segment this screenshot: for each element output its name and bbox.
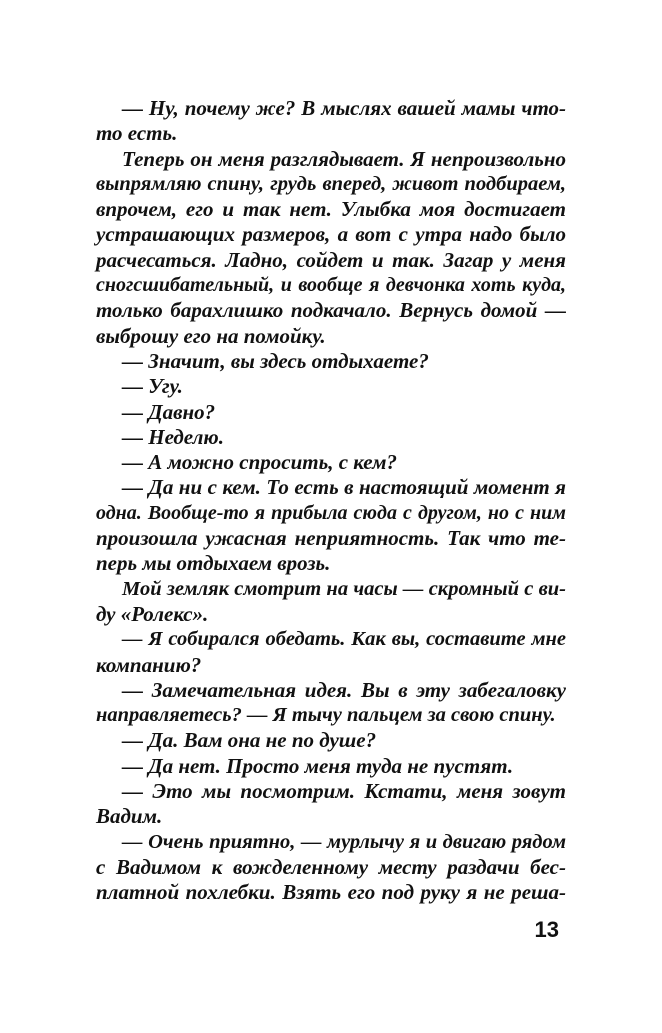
text-line: сногсшибательный, и вообще я девчонка хоть куда, bbox=[96, 274, 566, 297]
text-line: — Да нет. Просто меня туда не пустят. bbox=[122, 753, 514, 778]
text-line: с Вадимом к вожделенному месту раздачи бес- bbox=[96, 854, 566, 879]
text-line: — Я собирался обедать. Как вы, составите мне bbox=[122, 628, 566, 651]
text-line: то есть. bbox=[96, 121, 178, 146]
text-line: направляетесь? — Я тычу пальцем за свою спину. bbox=[96, 704, 556, 727]
text-line: одна. Вообще-то я прибыла сюда с другом, но с ним bbox=[96, 501, 566, 524]
text-line: Мой земляк смотрит на часы — скромный с ви- bbox=[122, 577, 566, 600]
text-line: платной похлебки. Взять его под руку я не реша- bbox=[96, 880, 566, 905]
text-line: произошла ужасная неприятность. Так что те- bbox=[96, 526, 566, 551]
text-line: — Значит, вы здесь отдыхаете? bbox=[122, 348, 429, 373]
text-line: расчесаться. Ладно, сойдет и так. Загар у меня bbox=[96, 247, 566, 272]
text-line: — Это мы посмотрим. Кстати, меня зовут bbox=[122, 779, 566, 804]
text-line: выброшу его на помойку. bbox=[96, 323, 326, 348]
text-line: — Очень приятно, — мурлычу я и двигаю рядом bbox=[122, 830, 566, 853]
text-line: — Давно? bbox=[122, 399, 216, 424]
text-line: — Да ни с кем. То есть в настоящий момент я bbox=[122, 475, 566, 500]
text-line: Теперь он меня разглядывает. Я непроизвольно bbox=[122, 146, 566, 171]
text-line: только барахлишко подкачало. Вернусь домой — bbox=[96, 298, 566, 323]
text-line: — Да. Вам она не по душе? bbox=[122, 728, 377, 753]
text-line: устрашающих размеров, а вот с утра надо было bbox=[96, 222, 566, 247]
text-line: — Ну, почему же? В мыслях вашей мамы что- bbox=[122, 96, 566, 120]
text-line: перь мы отдыхаем врозь. bbox=[96, 551, 331, 576]
page-number: 13 bbox=[534, 917, 559, 942]
text-line: — Угу. bbox=[122, 374, 183, 399]
body-text bbox=[96, 96, 566, 906]
text-line: — А можно спросить, с кем? bbox=[122, 450, 397, 475]
text-line: — Замечательная идея. Вы в эту забегаловку bbox=[122, 677, 566, 702]
text-line: Вадим. bbox=[96, 804, 163, 829]
text-line: — Неделю. bbox=[122, 424, 224, 449]
text-line: ду «Ролекс». bbox=[96, 601, 209, 626]
text-line: впрочем, его и так нет. Улыбка моя достигает bbox=[96, 197, 566, 222]
text-line: компанию? bbox=[96, 652, 202, 677]
text-line: выпрямляю спину, грудь вперед, живот подбираем, bbox=[96, 172, 566, 195]
